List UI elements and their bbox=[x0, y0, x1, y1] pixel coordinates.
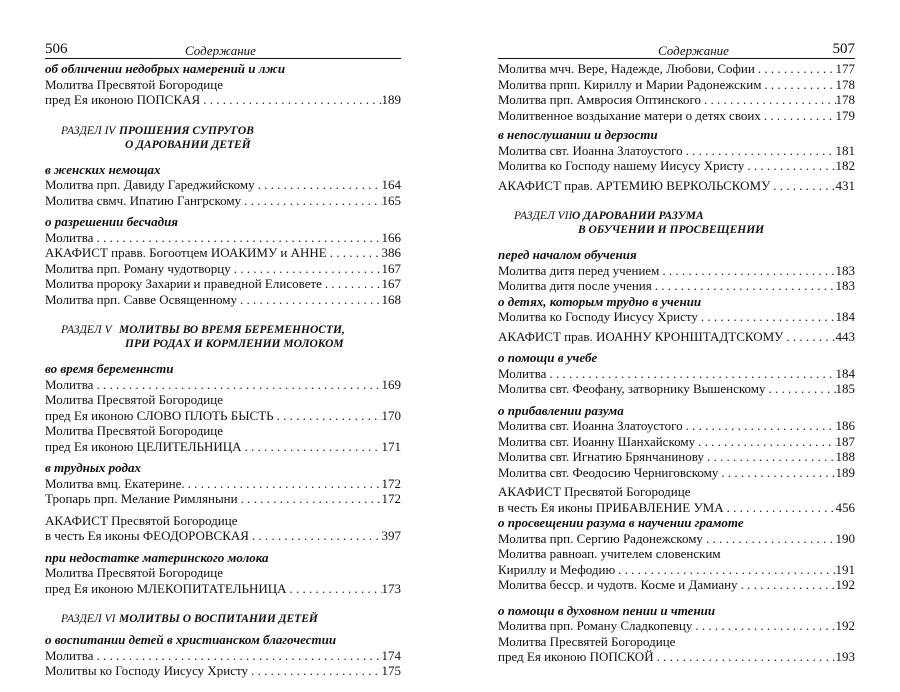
entry-page: 164 bbox=[381, 177, 401, 192]
dot-leader bbox=[654, 649, 836, 665]
toc-entry bbox=[498, 381, 855, 397]
toc-entry bbox=[498, 577, 855, 593]
dot-leader bbox=[249, 528, 382, 544]
entry-page: 174 bbox=[381, 647, 401, 663]
entry-page: 186 bbox=[835, 418, 855, 433]
spacer bbox=[45, 152, 401, 162]
entry-title: Молитва прп. Роману Сладкопевцу bbox=[498, 618, 693, 633]
entry-title: Молитва прпп. Кириллу и Марии Радонежским bbox=[498, 76, 762, 92]
toc-entry bbox=[498, 618, 855, 634]
toc-content bbox=[45, 61, 401, 679]
dot-leader bbox=[695, 434, 835, 450]
toc-entry bbox=[45, 377, 401, 393]
section-heading bbox=[498, 209, 855, 237]
section-title: ПРИ РОДАХ И КОРМЛЕНИИ МОЛОКОМ bbox=[125, 338, 344, 350]
entry-title: Молитва bbox=[45, 376, 94, 392]
toc-entry bbox=[498, 562, 855, 578]
section-label: РАЗДЕЛ IV bbox=[61, 124, 116, 137]
entry-page: 187 bbox=[835, 433, 855, 449]
toc-entry bbox=[45, 261, 401, 277]
toc-entry bbox=[45, 230, 401, 246]
section-title: О ДАРОВАНИИ ДЕТЕЙ bbox=[125, 138, 251, 151]
dot-leader bbox=[724, 500, 836, 516]
toc-entry bbox=[498, 143, 855, 159]
entry-title: АКАФИСТ прав. АРТЕМИЮ ВЕРКОЛЬСКОМУ bbox=[498, 177, 771, 193]
toc-line: АКАФИСТ Пресвятой Богородице bbox=[45, 512, 238, 528]
toc-entry bbox=[498, 449, 855, 465]
toc-line: Молитва равноап. учителем словенским bbox=[498, 546, 721, 561]
entry-page: 189 bbox=[381, 92, 401, 107]
entry-page: 167 bbox=[381, 260, 401, 276]
section-label: РАЗДЕЛ V bbox=[61, 324, 112, 336]
toc-entry bbox=[498, 178, 855, 194]
spacer bbox=[498, 193, 855, 209]
entry-page: 190 bbox=[835, 530, 855, 546]
entry-title: Молитва свт. Игнатию Брянчанинову bbox=[498, 449, 704, 464]
dot-leader bbox=[242, 439, 382, 455]
dot-leader bbox=[703, 531, 836, 547]
toc-entry bbox=[498, 108, 855, 124]
entry-title: Молитва дитя после учения bbox=[498, 278, 652, 293]
right-page bbox=[498, 38, 855, 665]
section-title: МОЛИТВЫ ВО ВРЕМЯ БЕРЕМЕННОСТИ, bbox=[119, 324, 345, 336]
section-label: РАЗДЕЛ VII bbox=[514, 210, 573, 222]
dot-leader bbox=[200, 92, 381, 108]
entry-title: Молитва ко Господу нашему Иисусу Христу bbox=[498, 158, 745, 173]
spacer bbox=[45, 108, 401, 124]
toc-entry bbox=[498, 500, 855, 516]
toc-entry bbox=[498, 434, 855, 450]
toc-entry bbox=[45, 581, 401, 597]
entry-title: Молитва пророку Захарии и праведной Елисовете bbox=[45, 276, 322, 291]
category-heading: об обличении недобрых намерений и лжи bbox=[45, 61, 286, 76]
toc-entry bbox=[45, 476, 401, 492]
dot-leader bbox=[766, 381, 836, 397]
page-number: 506 bbox=[45, 41, 68, 57]
entry-page: 193 bbox=[835, 649, 855, 664]
dot-leader bbox=[93, 377, 381, 393]
toc-entry bbox=[498, 329, 855, 345]
entry-page: 178 bbox=[835, 92, 855, 107]
toc-entry bbox=[498, 263, 855, 279]
entry-title: Молитва прп. Роману чудотворцу bbox=[45, 260, 231, 276]
entry-title: Молитва прп. Давиду Гареджийскому bbox=[45, 177, 255, 192]
entry-page: 456 bbox=[835, 499, 855, 515]
category-heading: о прибавлении разума bbox=[498, 402, 624, 418]
entry-title: пред Ея иконою СЛОВО ПЛОТЬ БЫСТЬ bbox=[45, 407, 274, 423]
spacer bbox=[498, 237, 855, 247]
entry-page: 172 bbox=[381, 475, 401, 491]
toc-entry bbox=[45, 193, 401, 209]
dot-leader bbox=[770, 178, 835, 194]
toc-entry bbox=[45, 648, 401, 664]
toc-entry bbox=[498, 309, 855, 325]
entry-page: 168 bbox=[381, 291, 401, 307]
left-page bbox=[45, 38, 401, 679]
dot-leader bbox=[744, 158, 835, 174]
entry-title: Молитва бесср. и чудотв. Косме и Дамиану bbox=[498, 577, 738, 592]
entry-page: 178 bbox=[835, 76, 855, 92]
running-header-title: Содержание bbox=[185, 43, 256, 58]
dot-leader bbox=[546, 366, 835, 382]
category-heading: о детях, которым трудно в учении bbox=[498, 293, 702, 309]
entry-page: 181 bbox=[835, 142, 855, 158]
entry-title: Молитва прп. Савве Освященному bbox=[45, 291, 238, 307]
section-heading-line bbox=[498, 209, 855, 223]
entry-page: 386 bbox=[381, 245, 401, 260]
dot-leader bbox=[322, 276, 382, 292]
entry-title: Молитва свмч. Ипатию Гангрскому bbox=[45, 192, 242, 208]
entry-page: 184 bbox=[835, 365, 855, 381]
spacer bbox=[45, 307, 401, 323]
dot-leader bbox=[237, 292, 381, 308]
entry-title: пред Ея иконою ПОПСКОЙ bbox=[498, 649, 654, 664]
toc-line: Молитва Пресвятой Богородице bbox=[45, 565, 223, 580]
dot-leader bbox=[683, 418, 836, 434]
toc-entry bbox=[498, 649, 855, 665]
section-heading-line bbox=[45, 612, 401, 626]
toc-entry bbox=[45, 408, 401, 424]
toc-entry bbox=[45, 439, 401, 455]
section-label: РАЗДЕЛ VI bbox=[61, 613, 116, 625]
entry-title: Тропарь прп. Мелание Римляныни bbox=[45, 491, 238, 506]
entry-page: 177 bbox=[835, 61, 855, 76]
entry-title: пред Ея иконою ЦЕЛИТЕЛЬНИЦА bbox=[45, 438, 242, 454]
entry-title: Молитвенное воздыхание матери о детях своих bbox=[498, 107, 761, 123]
toc-entry bbox=[45, 177, 401, 193]
dot-leader bbox=[761, 77, 835, 93]
dot-leader bbox=[93, 230, 381, 246]
category-heading: о воспитании детей в христианском благочестии bbox=[45, 632, 337, 647]
section-heading-line bbox=[45, 323, 401, 337]
entry-page: 184 bbox=[835, 309, 855, 324]
dot-leader bbox=[615, 562, 835, 578]
dot-leader bbox=[692, 618, 835, 634]
toc-entry bbox=[498, 61, 855, 77]
toc-entry bbox=[498, 531, 855, 547]
category-heading: в женских немощах bbox=[45, 161, 161, 177]
dot-leader bbox=[704, 449, 836, 465]
entry-page: 172 bbox=[381, 491, 401, 506]
toc-entry bbox=[45, 292, 401, 308]
toc-content bbox=[498, 61, 855, 665]
toc-entry bbox=[498, 92, 855, 108]
toc-entry bbox=[45, 92, 401, 108]
entry-page: 192 bbox=[835, 618, 855, 633]
entry-page: 189 bbox=[835, 464, 855, 480]
dot-leader bbox=[231, 261, 382, 277]
section-title: В ОБУЧЕНИИ И ПРОСВЕЩЕНИИ bbox=[578, 224, 765, 236]
entry-title: Молитва свт. Феофану, затворнику Вышенскому bbox=[498, 381, 766, 396]
entry-title: Молитва свт. Феодосию Черниговскому bbox=[498, 464, 719, 480]
entry-page: 175 bbox=[381, 663, 401, 678]
entry-title: Кириллу и Мефодию bbox=[498, 561, 616, 577]
category-heading: в непослушании и дерзости bbox=[498, 127, 658, 142]
entry-title: Молитва bbox=[45, 229, 94, 245]
category-heading: в трудных родах bbox=[45, 460, 141, 475]
toc-entry bbox=[45, 245, 401, 261]
entry-title: Молитва свт. Иоанна Златоустого bbox=[498, 142, 683, 158]
entry-page: 183 bbox=[835, 262, 855, 278]
entry-title: Молитва bbox=[498, 365, 547, 381]
category-heading: о помощи в учебе bbox=[498, 350, 598, 365]
toc-entry bbox=[45, 528, 401, 544]
dot-leader bbox=[652, 278, 836, 294]
entry-title: Молитва bbox=[45, 647, 94, 663]
entry-title: АКАФИСТ правв. Богоотцем ИОАКИМУ и АННЕ bbox=[45, 245, 327, 260]
toc-line: АКАФИСТ Пресвятой Богородице bbox=[498, 484, 691, 499]
spacer bbox=[45, 596, 401, 612]
category-heading: перед началом обучения bbox=[498, 247, 637, 262]
entry-title: пред Ея иконою ПОПСКАЯ bbox=[45, 92, 201, 107]
dot-leader bbox=[698, 309, 836, 325]
page-number: 507 bbox=[832, 41, 855, 57]
entry-page: 431 bbox=[835, 177, 855, 193]
toc-entry bbox=[45, 491, 401, 507]
dot-leader bbox=[274, 408, 382, 424]
entry-page: 165 bbox=[381, 192, 401, 208]
dot-leader bbox=[755, 61, 836, 77]
toc-entry bbox=[498, 418, 855, 434]
entry-title: пред Ея иконою МЛЕКОПИТАТЕЛЬНИЦА bbox=[45, 580, 287, 596]
dot-leader bbox=[683, 143, 836, 159]
dot-leader bbox=[761, 108, 836, 124]
entry-title: Молитва прп. Амвросия Оптинского bbox=[498, 92, 701, 107]
category-heading: при недостатке материнского молока bbox=[45, 549, 269, 565]
spacer bbox=[498, 593, 855, 603]
entry-title: АКАФИСТ прав. ИОАННУ КРОНШТАДТСКОМУ bbox=[498, 328, 784, 344]
toc-line: Молитва Пресвятой Богородице bbox=[45, 76, 223, 92]
entry-page: 397 bbox=[381, 528, 401, 543]
toc-line: Молитва Пресвятой Богородице bbox=[45, 392, 223, 407]
entry-page: 183 bbox=[835, 278, 855, 293]
dot-leader bbox=[238, 491, 382, 507]
dot-leader bbox=[701, 92, 836, 108]
entry-page: 166 bbox=[381, 229, 401, 245]
entry-page: 185 bbox=[835, 381, 855, 396]
dot-leader bbox=[241, 193, 381, 209]
entry-page: 443 bbox=[835, 328, 855, 344]
dot-leader bbox=[327, 245, 382, 261]
entry-title: в честь Ея иконы ПРИБАВЛЕНИЕ УМА bbox=[498, 499, 724, 515]
dot-leader bbox=[93, 648, 381, 664]
entry-title: в честь Ея иконы ФЕОДОРОВСКАЯ bbox=[45, 528, 249, 543]
running-header-title: Содержание bbox=[658, 43, 729, 58]
entry-page: 170 bbox=[381, 407, 401, 423]
entry-page: 192 bbox=[835, 577, 855, 592]
entry-title: Молитва свт. Иоанна Златоустого bbox=[498, 418, 683, 433]
entry-title: Молитва ко Господу Иисусу Христу bbox=[498, 309, 698, 324]
toc-entry bbox=[498, 158, 855, 174]
entry-title: Молитва мчч. Вере, Надежде, Любови, Софии bbox=[498, 61, 755, 76]
entry-title: Молитва дитя перед учением bbox=[498, 262, 660, 278]
entry-page: 167 bbox=[381, 276, 401, 291]
category-heading: во время беременнсти bbox=[45, 361, 174, 376]
dot-leader bbox=[255, 177, 382, 193]
dot-leader bbox=[659, 263, 835, 279]
entry-title: Молитва свт. Иоанну Шанхайскому bbox=[498, 433, 696, 449]
category-heading: о разрешении бесчадия bbox=[45, 214, 179, 229]
toc-line: Молитва Пресвятой Богородице bbox=[45, 423, 223, 438]
section-heading bbox=[45, 612, 401, 626]
entry-page: 173 bbox=[381, 580, 401, 596]
toc-entry bbox=[498, 278, 855, 294]
entry-title: Молитва прп. Сергию Радонежскому bbox=[498, 530, 703, 546]
toc-line: Молитва Пресвятей Богородице bbox=[498, 633, 676, 649]
dot-leader bbox=[185, 476, 382, 492]
section-title: МОЛИТВЫ О ВОСПИТАНИИ ДЕТЕЙ bbox=[119, 613, 318, 625]
toc-entry bbox=[498, 366, 855, 382]
section-title: О ДАРОВАНИИ РАЗУМА bbox=[572, 210, 704, 222]
category-heading: о просвещении разума в научении грамоте bbox=[498, 515, 744, 530]
dot-leader bbox=[248, 663, 381, 679]
section-heading bbox=[45, 124, 401, 152]
entry-page: 182 bbox=[835, 158, 855, 173]
dot-leader bbox=[783, 329, 835, 345]
dot-leader bbox=[287, 581, 382, 597]
page-header bbox=[45, 38, 401, 59]
dot-leader bbox=[718, 465, 835, 481]
dot-leader bbox=[738, 577, 836, 593]
category-heading: о помощи в духовном пении и чтении bbox=[498, 602, 716, 618]
section-heading-line bbox=[45, 124, 401, 138]
entry-page: 171 bbox=[381, 438, 401, 454]
toc-entry bbox=[498, 77, 855, 93]
toc-entry bbox=[498, 465, 855, 481]
entry-page: 191 bbox=[835, 561, 855, 577]
entry-page: 179 bbox=[835, 107, 855, 123]
section-title: ПРОШЕНИЯ СУПРУГОВ bbox=[119, 124, 254, 137]
spacer bbox=[45, 351, 401, 361]
section-heading bbox=[45, 323, 401, 351]
toc-entry bbox=[45, 276, 401, 292]
toc-entry bbox=[45, 663, 401, 679]
entry-page: 188 bbox=[835, 449, 855, 464]
entry-title: Молитва вмц. Екатерине. bbox=[45, 475, 185, 491]
entry-title: Молитвы ко Господу Иисусу Христу bbox=[45, 663, 249, 678]
page-header bbox=[498, 38, 855, 59]
entry-page: 169 bbox=[381, 376, 401, 392]
